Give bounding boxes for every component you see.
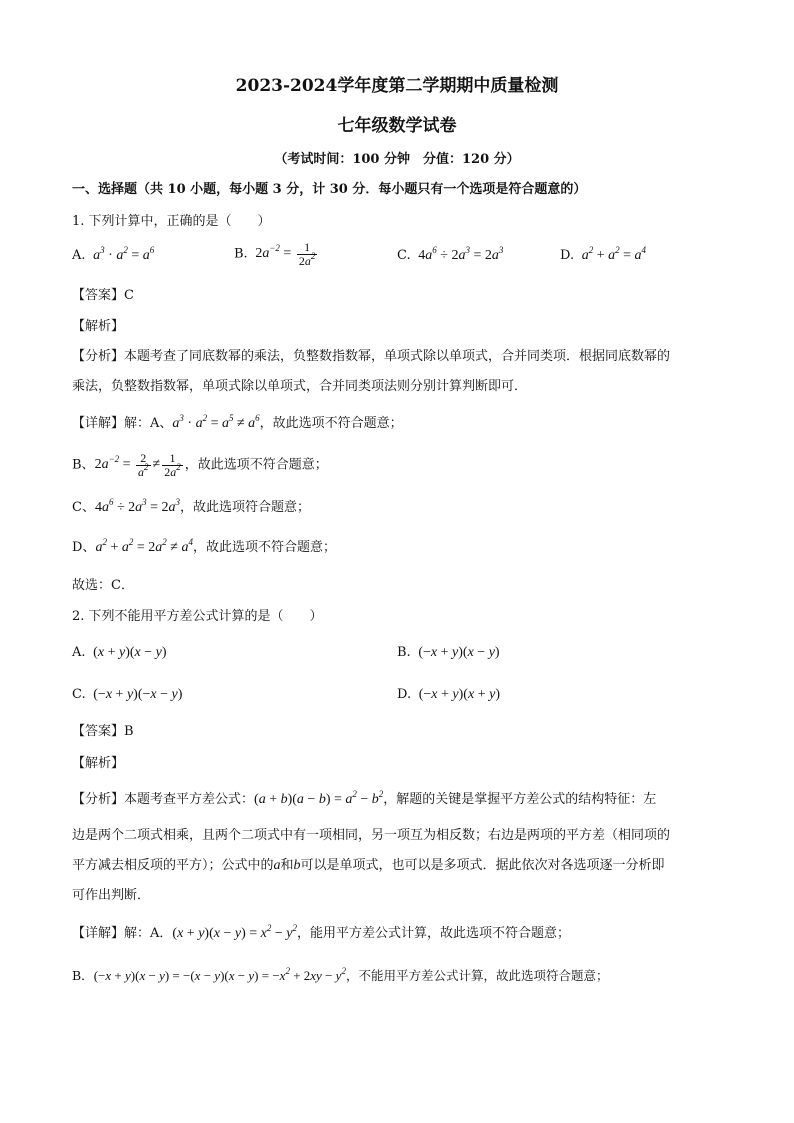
- option-label: D.: [560, 248, 575, 263]
- question-1-stem: 1. 下列计算中，正确的是（ ）: [72, 214, 271, 229]
- question-2-stem: 2. 下列不能用平方差公式计算的是（ ）: [72, 609, 323, 624]
- detail-tail: ，故此选项不符合题意；: [259, 416, 403, 431]
- exam-info: （考试时间：100 分钟 分值：120 分）: [274, 152, 520, 167]
- q1-option-a: [72, 245, 155, 264]
- math-symbol-b: b: [293, 858, 301, 873]
- exam-title: 2023-2024学年度第二学期期中质量检测: [235, 76, 559, 96]
- detail-prefix: C、: [72, 500, 95, 515]
- q2-option-c: [72, 687, 182, 703]
- detail-tail: ，不能用平方差公式计算，故此选项符合题意；: [345, 968, 609, 983]
- detail-prefix: 【详解】解：A．: [72, 926, 173, 941]
- section-heading: 一、选择题（共 10 小题，每小题 3 分，计 30 分．每小题只有一个选项是符合题意的）: [72, 182, 587, 197]
- option-label: B.: [397, 645, 411, 660]
- option-label: B.: [234, 246, 248, 262]
- q2-detail-a: [72, 923, 570, 943]
- q1-detail-a: [72, 413, 403, 433]
- q1-conclusion: 故选：C．: [72, 578, 134, 593]
- math-expression: $(a + b)(a - b) = a^2 - b^2$: [254, 789, 384, 807]
- q1-detail-d: [72, 537, 336, 557]
- detail-prefix: B．: [72, 968, 94, 983]
- math-expression: $a^2 + a^2 = 2a^2 \ne a^4$: [95, 537, 193, 555]
- analysis-prefix: 【分析】本题考查平方差公式：: [72, 792, 255, 807]
- q2-detail-b: [72, 968, 608, 984]
- math-expression: $a^3 \cdot a^2 = a^5 \ne a^6$: [172, 413, 260, 431]
- q2-analysis-line-1: [72, 789, 657, 809]
- q1-option-b: [234, 241, 319, 267]
- math-expression: $(x + y)(x - y) = x^2 - y^2$: [172, 923, 297, 941]
- q1-analysis-line-2: 乘法，负整数指数幂，单项式除以单项式，合并同类项法则分别计算判断即可．: [72, 379, 528, 394]
- q2-analysis-tag: 【解析】: [72, 756, 125, 771]
- detail-tail: ，故此选项符合题意；: [180, 500, 311, 515]
- detail-prefix: D、: [72, 540, 96, 555]
- q2-answer: 【答案】B: [72, 724, 134, 739]
- q1-option-c: [397, 245, 504, 264]
- option-label: A.: [72, 248, 86, 263]
- q1-detail-b: [72, 452, 328, 478]
- math-expression: $2a^{-2}$ = $\frac{1}{2a^2}$: [255, 240, 316, 268]
- math-expression: (−x + y)(x − y): [418, 645, 500, 660]
- q2-option-b: [397, 645, 500, 661]
- option-label: D.: [397, 687, 412, 702]
- q2-option-d: [397, 687, 500, 703]
- detail-tail: ，能用平方差公式计算，故此选项不符合题意；: [296, 926, 570, 941]
- analysis-prefix: 平方减去相反项的平方）；公式中的: [72, 858, 274, 873]
- detail-prefix: B、: [72, 457, 95, 473]
- math-expression: (−x + y)(−x − y): [93, 687, 183, 702]
- detail-tail: ，故此选项不符合题意；: [184, 457, 328, 473]
- math-expression: $2a^{-2}$ = $\frac{2}{a^2}$ ≠ $\frac{1}{2a^2}$: [94, 451, 181, 479]
- option-label: C.: [72, 687, 86, 702]
- q1-option-d: [560, 245, 647, 264]
- q2-analysis-line-3: [72, 858, 665, 875]
- math-expression: $4a^6 \div 2a^3 = 2a^3$: [94, 497, 181, 515]
- q2-analysis-line-4: 可作出判断．: [72, 888, 151, 903]
- analysis-mid: 和: [280, 858, 294, 873]
- q1-answer: 【答案】C: [72, 288, 134, 303]
- math-expression: $(-x + y)(x - y) = -(x - y)(x - y) = -x^2 + 2xy - y^2$: [93, 966, 346, 983]
- math-symbol-a: a: [273, 858, 281, 873]
- detail-prefix: 【详解】解：A、: [72, 416, 173, 431]
- option-label: A.: [72, 645, 86, 660]
- q2-analysis-line-2: 边是两个二项式相乘，且两个二项式中有一项相同，另一项互为相反数；右边是两项的平方差（相同项的: [72, 828, 671, 843]
- q2-option-a: [72, 645, 167, 661]
- math-expression: $a^3 \cdot a^2 = a^6$: [89, 245, 155, 263]
- math-expression: $a^2 + a^2 = a^4$: [578, 245, 647, 263]
- option-label: C.: [397, 248, 411, 263]
- q1-detail-c: [72, 497, 311, 517]
- math-expression: (x + y)(x − y): [93, 645, 167, 660]
- q1-analysis-line-1: 【分析】本题考查了同底数幂的乘法，负整数指数幂，单项式除以单项式，合并同类项．根据同底数幂的: [72, 349, 671, 364]
- math-expression: (−x + y)(x + y): [418, 687, 500, 702]
- q1-analysis-tag: 【解析】: [72, 319, 125, 334]
- exam-subtitle: 七年级数学试卷: [337, 116, 457, 136]
- detail-tail: ，故此选项不符合题意；: [192, 540, 336, 555]
- analysis-tail: ，解题的关键是掌握平方差公式的结构特征：左: [383, 792, 657, 807]
- math-expression: $4a^6 \div 2a^3 = 2a^3$: [418, 245, 504, 263]
- analysis-tail: 可以是单项式，也可以是多项式．据此依次对各选项逐一分析即: [300, 858, 665, 873]
